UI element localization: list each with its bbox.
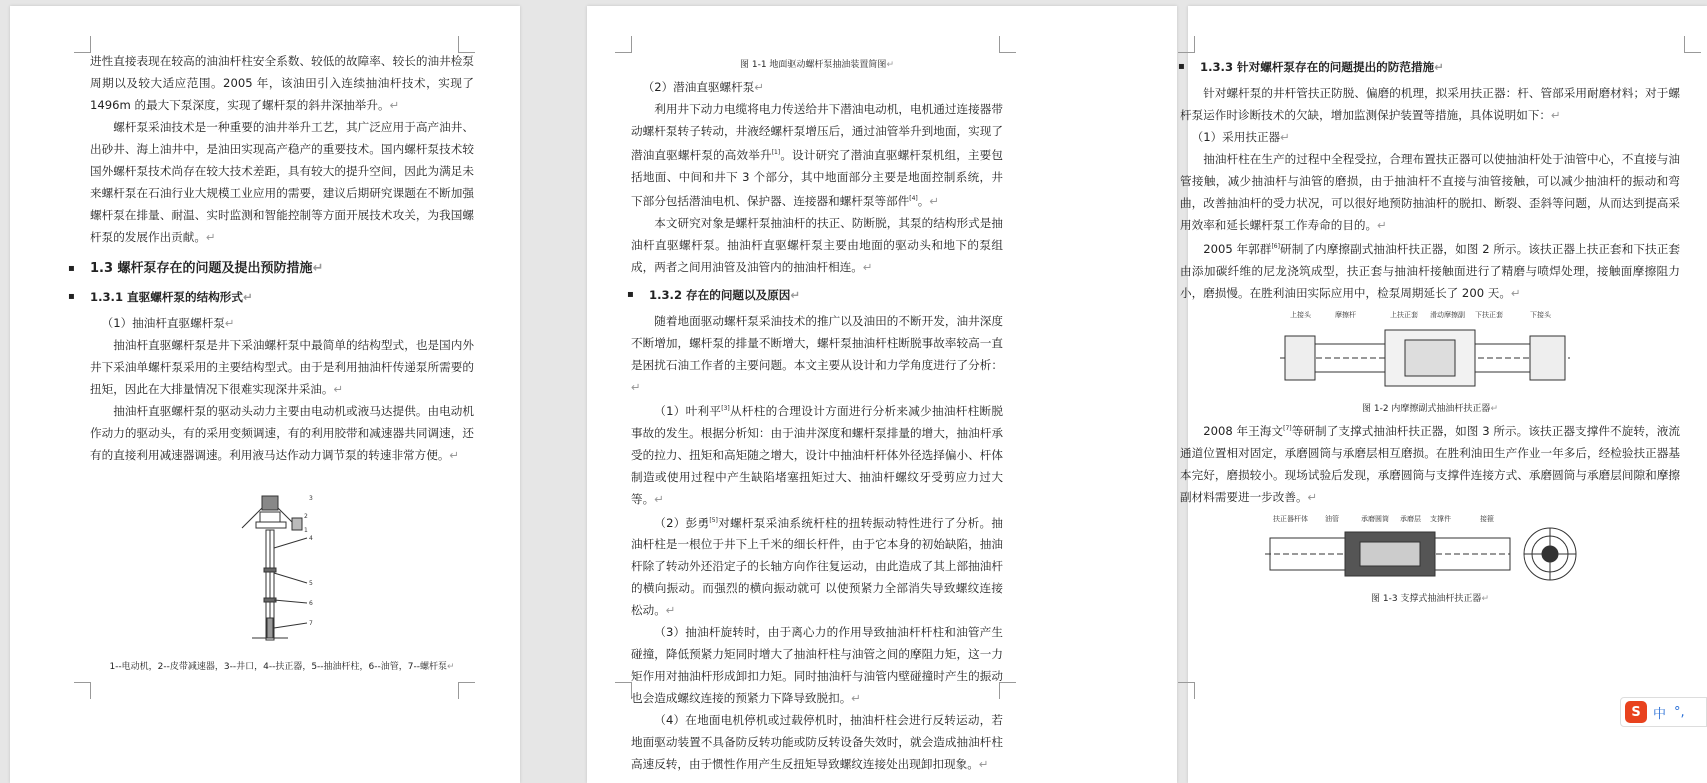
list-item: （2）潜油直驱螺杆泵↵ — [642, 80, 765, 94]
input-method-toolbar[interactable] — [1620, 697, 1707, 727]
paragraph: 螺杆泵采油技术是一种重要的油井举升工艺，其广泛应用于高产油井、出砂井、海上油井中，是油田实现高产稳产的重要技术。国内螺杆泵技术较国外螺杆泵技术尚存在较大技术差距，具有较大的提升空间，因此为满足未来螺杆泵在石油行业大规模工业应用的需要，建议后期研究课题在不断加强螺杆泵在排量、耐温、实时监测和智能控制等方面开展技术攻关，为我国螺杆泵的发展作出贡献。↵ — [90, 120, 474, 244]
ime-language-toggle[interactable]: 中 — [1653, 706, 1667, 722]
heading-1-3-2: ▪ 1.3.2 存在的问题以及原因↵ — [627, 287, 801, 302]
list-item: （1）采用扶正器↵ — [1191, 130, 1290, 144]
figure-label: 下扶正套 — [1475, 310, 1503, 319]
page-corner-mark — [1178, 682, 1195, 699]
heading-1-3-1: ▪ 1.3.1 直驱螺杆泵的结构形式↵ — [68, 290, 253, 304]
page-corner-mark — [74, 682, 91, 699]
heading-1-3-3: ▪ 1.3.3 针对螺杆泵存在的问题提出的防范措施↵ — [1178, 60, 1444, 74]
list-item: （1）抽油杆直驱螺杆泵↵ — [101, 316, 235, 330]
paragraph: 抽油杆直驱螺杆泵的驱动头动力主要由电动机或液马达提供。由电动机作动力的驱动头，有的采用变频调速，有的利用胶带和减速器共同调速，还有的直接利用减速器调速。利用液马达作动力调节泵的转速非常方便。↵ — [90, 404, 474, 462]
figure-1-1-pump-diagram — [212, 488, 352, 658]
paragraph: 进性直接表现在较高的油油杆柱安全系数、较低的故障率、较长的油井检泵周期以及较大适应范围。2005 年，该油田引入连续抽油杆技术，实现了 1496m 的最大下泵深度，实现了螺杆泵的斜井深抽举升。↵ — [90, 54, 474, 112]
figure-label: 接箍 — [1480, 514, 1494, 523]
figure-1-3-centralizer-diagram — [1265, 512, 1595, 590]
page-corner-mark — [1178, 36, 1195, 53]
figure-label: 下接头 — [1530, 310, 1551, 319]
document-page-2[interactable] — [587, 6, 1177, 783]
list-item: （1）叶利平[3]从杆柱的合理设计方面进行分析来减少抽油杆柱断脱事故的发生。根据分析知：由于油井深度和螺杆泵排量的增大，抽油杆承受的拉力、扭矩和高矩随之增大，设计中抽油杆杆体外径选择偏小、杆体制造或使用过程中产生缺陷堵塞扭矩过大、抽油杆螺纹牙受剪应力过大等。↵ — [631, 403, 1003, 506]
figure-label: 4 — [309, 535, 313, 542]
paragraph: 抽油杆直驱螺杆泵是井下采油螺杆泵中最简单的结构型式，也是国内外井下采油单螺杆泵采用的主要结构型式。由于是利用抽油杆传递泵所需要的扭矩，因此在大排量情况下很难实现深井采油。↵ — [90, 338, 474, 396]
figure-label: 2 — [304, 513, 308, 520]
page-corner-mark — [999, 36, 1016, 53]
figure-label: 扶正器杆体 — [1273, 514, 1308, 523]
paragraph: 利用井下动力电缆将电力传送给井下潜油电动机，电机通过连接器带动螺杆泵转子转动，井液经螺杆泵增压后，通过油管举升到地面，实现了潜油直驱螺杆泵的高效举升[1]。设计研究了潜油直驱螺杆泵机组，主要包括地面、中间和井下 3 个部分，其中地面部分主要是地面控制系统，井下部分包括潜油电机、保护器、连接器和螺杆泵等部件[4]。↵ — [631, 102, 1003, 208]
figure-caption: 1--电动机，2--皮带减速器，3--井口，4--扶正器，5--抽油杆柱，6--油管，7--螺杆泵↵ — [109, 662, 455, 672]
figure-label: 摩擦杆 — [1335, 310, 1356, 319]
page-corner-mark — [615, 36, 632, 53]
figure-caption: 图 1-3 支撑式抽油杆扶正器↵ — [1371, 593, 1489, 604]
paragraph: 针对螺杆泵的井杆管扶正防脱、偏磨的机理，拟采用扶正器：杆、管部采用耐磨材料；对于螺杆泵运作时诊断技术的欠缺，增加监测保护装置等措施，具体说明如下：↵ — [1180, 86, 1680, 122]
paragraph: 随着地面驱动螺杆泵采油技术的推广以及油田的不断开发，油井深度不断增加，螺杆泵的排量不断增大，螺杆泵抽油杆柱断脱事故率较高一直是困扰石油工作者的主要问题。本文主要从设计和力学角度进行了分析：↵ — [631, 313, 1003, 394]
page-corner-mark — [74, 36, 91, 53]
figure-label: 5 — [309, 580, 313, 587]
list-item: （3）抽油杆旋转时，由于离心力的作用导致抽油杆杆柱和油管产生碰撞，降低预紧力矩同时增大了抽油杆柱与油管之间的摩阻力矩，这一力矩作用对抽油杆形成卸扣力矩。同时抽油杆与油管内壁碰撞时产生的振动也会造成螺纹连接的预紧力下降导致脱扣。↵ — [631, 625, 1003, 706]
paragraph: 2008 年王海文[7]等研制了支撑式抽油杆扶正器，如图 3 所示。该扶正器支撑件不旋转，液流通道位置相对固定，承磨圆筒与承磨层相互磨损。在胜利油田生产作业一年多后，经检验扶正器基本完好，磨损较小。现场试验后发现，承磨圆筒与支撑件连接方式、承磨圆筒与承磨层间隙和摩擦副材料需要进一步改善。↵ — [1180, 423, 1680, 504]
figure-label: 支撑件 — [1430, 514, 1451, 523]
figure-label: 上接头 — [1290, 310, 1311, 319]
page-corner-mark — [458, 682, 475, 699]
ime-punctuation-toggle[interactable]: °, — [1674, 704, 1685, 720]
figure-caption: 图 1-2 内摩擦副式抽油杆扶正器↵ — [1362, 403, 1498, 414]
page-corner-mark — [615, 682, 632, 699]
figure-label: 滑动摩擦副 — [1430, 310, 1465, 319]
document-page-1[interactable] — [10, 6, 520, 783]
heading-1-3: ▪ 1.3 螺杆泵存在的问题及提出预防措施↵ — [68, 261, 324, 276]
figure-label: 上扶正套 — [1390, 310, 1418, 319]
figure-caption: 图 1-1 地面驱动螺杆泵抽油装置简图↵ — [740, 60, 894, 70]
figure-label: 承磨层 — [1400, 514, 1421, 523]
list-item: （2）彭勇[5]对螺杆泵采油系统杆柱的扭转振动特性进行了分析。抽油杆柱是一根位于井下上千米的细长杆件，由于它本身的初始缺陷，抽油杆除了转动外还沿定子的长轴方向作往复运动，由此造成了其上部抽油杆的横向振动。而强烈的横向振动就可 以使预紧力全部消失导致螺纹连接松动。↵ — [631, 515, 1003, 618]
document-page-3[interactable] — [1178, 6, 1707, 783]
list-item: （4）在地面电机停机或过载停机时，抽油杆柱会进行反转运动，若地面驱动装置不具备防反转功能或防反转设备失效时，就会造成抽油杆柱高速反转，由于惯性作用产生反扭矩导致螺纹连接处出现卸扣现象。↵ — [631, 713, 1003, 772]
figure-label: 油管 — [1325, 514, 1339, 523]
figure-label: 承磨圆筒 — [1361, 514, 1389, 523]
figure-label: 1 — [304, 527, 308, 534]
sogou-logo-icon[interactable]: S — [1625, 701, 1647, 723]
figure-1-2-centralizer-diagram — [1280, 308, 1580, 400]
figure-label: 6 — [309, 600, 313, 607]
page-corner-mark — [1684, 36, 1701, 53]
paragraph: 2005 年郭群[6]研制了内摩擦副式抽油杆扶正器，如图 2 所示。该扶正器上扶正套和下扶正套由添加碳纤维的尼龙浇筑成型，扶正套与抽油杆接触面进行了精磨与喷焊处理，接触面摩擦阻力小，磨损慢。在胜利油田实际应用中，检泵周期延长了 200 天。↵ — [1180, 241, 1680, 300]
figure-label: 3 — [309, 495, 313, 502]
figure-label: 7 — [309, 620, 313, 627]
paragraph: 本文研究对象是螺杆泵抽油杆的扶正、防断脱，其泵的结构形式是抽油杆直驱螺杆泵。抽油杆直驱螺杆泵主要由地面的驱动头和地下的泵组成，两者之间用油管及油管内的抽油杆相连。↵ — [631, 215, 1003, 274]
paragraph: 抽油杆柱在生产的过程中全程受拉，合理布置扶正器可以使抽油杆处于油管中心，不直接与油管接触，减少抽油杆与油管的磨损，由于抽油杆不直接与油管接触，可以减少抽油杆的振动和弯曲，改善抽油杆的受力状况，可以很好地预防抽油杆的脱扣、断裂、歪斜等问题，从而达到提高采用效率和延长螺杆泵工作寿命的目的。↵ — [1180, 152, 1680, 232]
